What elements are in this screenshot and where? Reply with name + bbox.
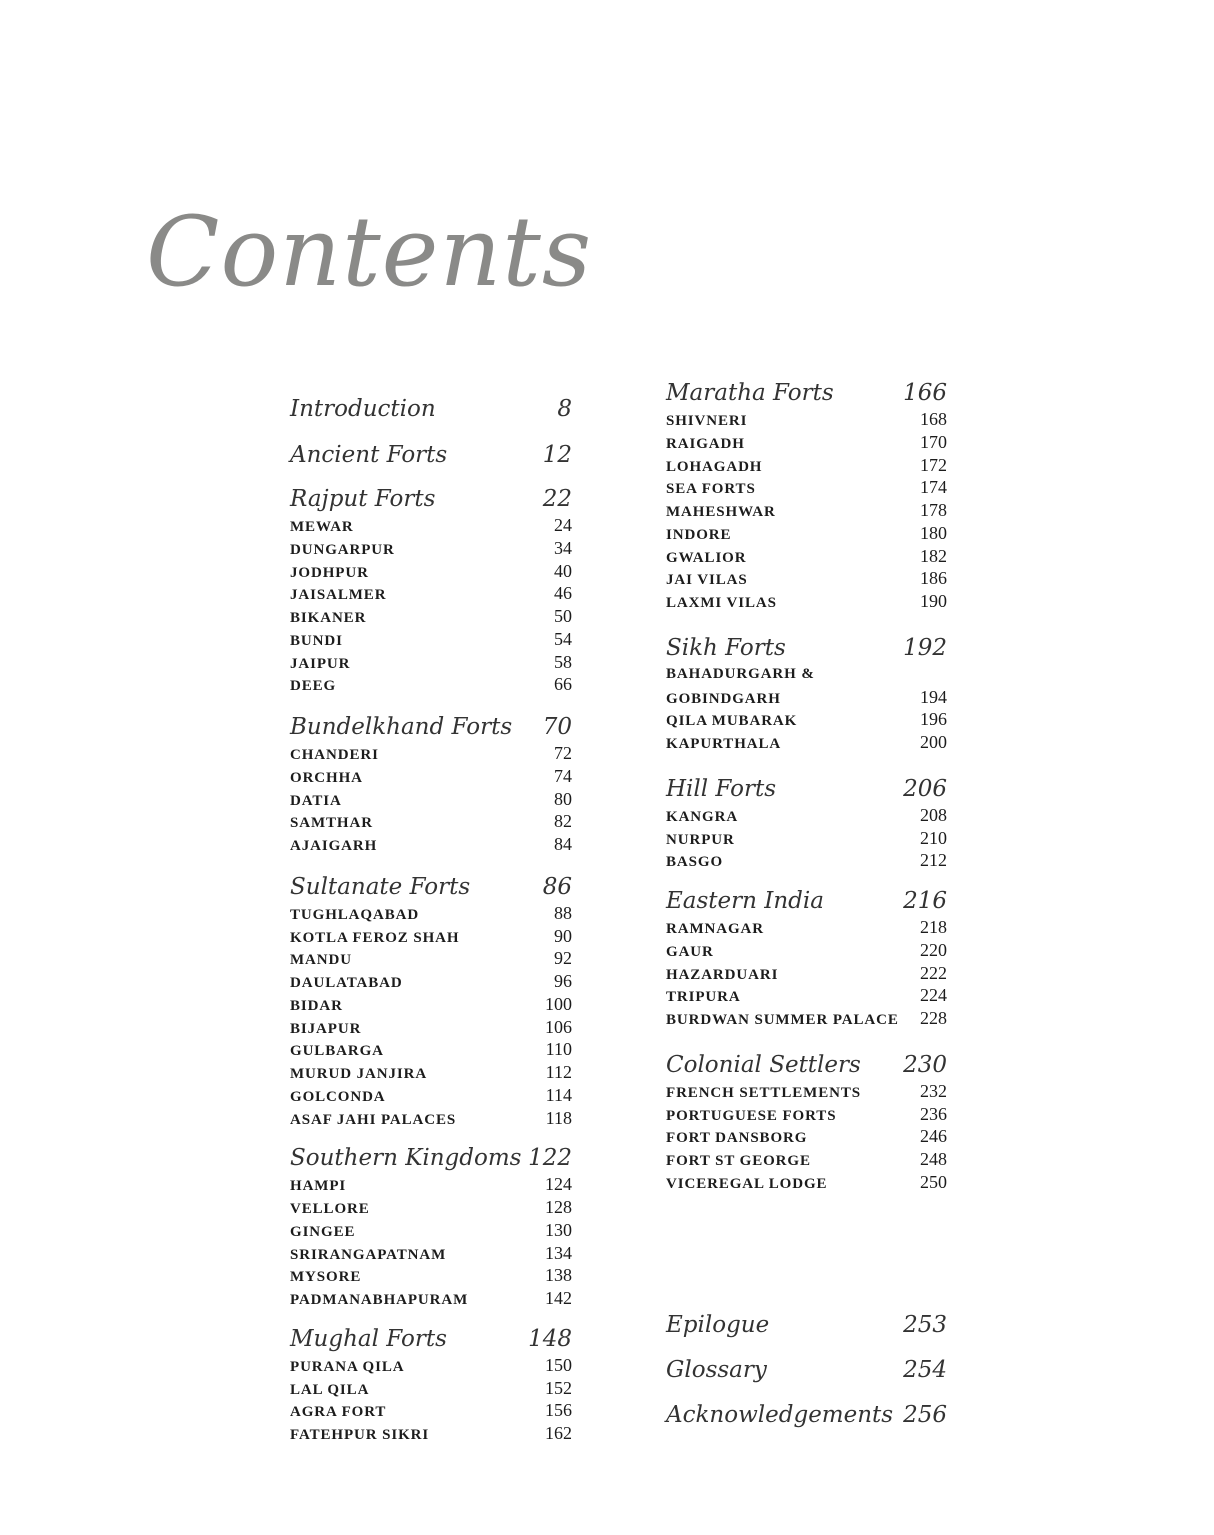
toc-entry[interactable] <box>290 810 572 833</box>
section-page-number: 166 <box>903 380 947 406</box>
contents-right-column <box>666 378 947 1194</box>
toc-entry-page: 112 <box>545 1062 572 1082</box>
toc-entry-page: 24 <box>554 515 572 535</box>
toc-entry[interactable] <box>290 628 572 651</box>
toc-entry-label: SRIRANGAPATNAM <box>290 1246 447 1263</box>
toc-entry[interactable] <box>666 545 947 568</box>
toc-entry-label: FORT ST GEORGE <box>666 1153 811 1169</box>
toc-entry-label: NURPUR <box>666 831 735 848</box>
section-page-number: 122 <box>528 1145 572 1172</box>
toc-entry-label: CHANDERI <box>290 747 379 763</box>
toc-entry-label: MURUD JANJIRA <box>290 1066 428 1082</box>
section-page-number: 70 <box>542 714 572 740</box>
toc-entry-label: RAMNAGAR <box>666 921 765 937</box>
toc-entry[interactable] <box>290 833 572 856</box>
toc-entry[interactable] <box>290 1016 572 1039</box>
toc-entry-page: 114 <box>545 1084 572 1105</box>
toc-entry[interactable] <box>290 925 572 948</box>
toc-entry[interactable] <box>290 1196 572 1219</box>
toc-entry[interactable] <box>666 708 947 731</box>
toc-entry-label: GULBARGA <box>290 1043 384 1060</box>
toc-entry[interactable] <box>290 788 572 811</box>
toc-entry[interactable] <box>290 970 572 993</box>
section-introduction <box>290 394 572 424</box>
toc-entry-label: INDORE <box>666 526 732 543</box>
toc-entry-label: JODHPUR <box>290 564 369 581</box>
toc-entry[interactable] <box>290 605 572 628</box>
section-title: Eastern India <box>666 888 824 914</box>
toc-entry-page: 40 <box>554 560 572 581</box>
toc-entry-page: 218 <box>920 917 947 937</box>
toc-entry-page: 80 <box>554 788 572 809</box>
section-mughal-forts <box>290 1324 572 1445</box>
toc-entry-label: QILA MUBARAK <box>666 713 798 730</box>
toc-entry-label: FATEHPUR SIKRI <box>290 1427 430 1443</box>
toc-entry-label: FORT DANSBORG <box>666 1130 808 1147</box>
toc-entry-label: GAUR <box>666 943 714 960</box>
section-page-number: 192 <box>903 634 947 661</box>
toc-entry-label: PADMANABHAPURAM <box>290 1292 469 1308</box>
toc-entry-page: 178 <box>920 500 947 520</box>
toc-entry-page: 236 <box>920 1103 947 1124</box>
toc-entry-label: MANDU <box>290 952 352 969</box>
section-title: Glossary <box>666 1357 767 1383</box>
back-matter-column <box>666 1310 947 1430</box>
section-colonial-settlers <box>666 1050 947 1194</box>
section-heading[interactable] <box>666 1400 947 1430</box>
toc-entry[interactable] <box>666 590 947 613</box>
toc-entry[interactable] <box>290 947 572 970</box>
toc-entry-label: BIJAPUR <box>290 1020 362 1037</box>
toc-entry-label: DEEG <box>290 678 337 695</box>
toc-entry-page: 124 <box>545 1174 572 1195</box>
toc-entry-label: MAHESHWAR <box>666 504 776 520</box>
toc-entry[interactable] <box>666 454 947 477</box>
toc-entry-page: 88 <box>554 902 572 923</box>
toc-entry-page: 72 <box>554 743 572 763</box>
section-ancient-forts <box>290 440 572 470</box>
toc-entry-label: DAULATABAD <box>290 975 403 991</box>
toc-entry-label: BIDAR <box>290 997 343 1014</box>
toc-entry-label: JAI VILAS <box>666 572 748 589</box>
toc-entry-page: 220 <box>920 939 947 960</box>
toc-entry[interactable] <box>666 731 947 754</box>
toc-entry[interactable] <box>666 522 947 545</box>
toc-entry[interactable] <box>666 1171 947 1194</box>
toc-entry-page: 180 <box>920 522 947 543</box>
toc-entry-label: RAIGADH <box>666 435 745 452</box>
section-title: Bundelkhand Forts <box>290 714 513 740</box>
toc-entry-page: 54 <box>554 628 572 649</box>
toc-entry[interactable] <box>290 902 572 925</box>
toc-entry[interactable] <box>290 1264 572 1287</box>
contents-left-column <box>290 378 572 1445</box>
toc-entry-label: ORCHHA <box>290 769 363 786</box>
toc-entry-page: 138 <box>545 1265 572 1286</box>
toc-entry-label: BURDWAN SUMMER PALACE <box>666 1012 899 1028</box>
toc-entry-page: 174 <box>920 477 947 498</box>
toc-entry-page: 96 <box>554 971 572 991</box>
section-title: Ancient Forts <box>290 442 448 468</box>
section-heading[interactable] <box>666 886 947 916</box>
toc-entry-page: 130 <box>545 1219 572 1240</box>
toc-entry-page: 128 <box>545 1197 572 1217</box>
toc-entry[interactable] <box>666 962 947 985</box>
toc-entry-page: 208 <box>920 804 947 825</box>
section-maratha-forts <box>666 378 947 613</box>
toc-entry[interactable] <box>290 1354 572 1377</box>
toc-entry[interactable] <box>666 567 947 590</box>
toc-entry-label: TRIPURA <box>666 989 741 1006</box>
toc-entry[interactable] <box>666 1007 947 1030</box>
toc-entry-page: 150 <box>545 1354 572 1375</box>
toc-entry-label: PURANA QILA <box>290 1358 405 1375</box>
toc-entry-label: BAHADURGARH & <box>666 665 815 682</box>
toc-entry-label: AGRA FORT <box>290 1404 387 1421</box>
toc-entry-page: 194 <box>920 686 947 707</box>
toc-entry-page: 82 <box>554 811 572 832</box>
toc-entry[interactable] <box>666 804 947 827</box>
section-title: Acknowledgements <box>666 1402 894 1428</box>
section-heading[interactable] <box>290 712 572 742</box>
toc-entry[interactable] <box>290 1038 572 1061</box>
toc-entry-page: 182 <box>920 545 947 566</box>
toc-entry[interactable] <box>290 742 572 765</box>
toc-entry-label: SAMTHAR <box>290 815 373 832</box>
toc-entry-page: 142 <box>545 1288 572 1308</box>
toc-entry-page: 74 <box>554 765 572 786</box>
section-southern-kingdoms <box>290 1143 572 1310</box>
section-page-number: 8 <box>557 396 572 422</box>
toc-entry-page: 106 <box>545 1016 572 1037</box>
toc-entry-label: BIKANER <box>290 610 367 626</box>
toc-entry[interactable] <box>290 537 572 560</box>
toc-entry[interactable] <box>666 1080 947 1103</box>
section-acknowledgements <box>666 1400 947 1430</box>
section-title: Sikh Forts <box>666 634 786 661</box>
toc-entry-label: GOLCONDA <box>290 1088 386 1105</box>
toc-entry-page: 224 <box>920 985 947 1006</box>
toc-entry-label: DUNGARPUR <box>290 541 395 558</box>
toc-entry-page: 228 <box>920 1008 947 1028</box>
section-heading[interactable] <box>290 1324 572 1354</box>
section-title: Sultanate Forts <box>290 873 471 900</box>
toc-entry[interactable] <box>290 514 572 537</box>
toc-entry-page: 50 <box>554 606 572 626</box>
toc-entry[interactable] <box>666 408 947 431</box>
toc-entry[interactable] <box>666 827 947 850</box>
toc-entry[interactable] <box>666 1103 947 1126</box>
toc-entry-label: KANGRA <box>666 808 739 825</box>
toc-entry-label: MEWAR <box>290 519 354 535</box>
section-heading[interactable] <box>666 633 947 663</box>
section-heading[interactable] <box>290 484 572 514</box>
section-title: Maratha Forts <box>666 380 834 406</box>
section-heading[interactable] <box>290 1143 572 1173</box>
toc-entry-page: 162 <box>545 1423 572 1443</box>
toc-entry[interactable] <box>666 431 947 454</box>
toc-entry-page: 186 <box>920 568 947 589</box>
section-rajput-forts <box>290 484 572 696</box>
section-title: Southern Kingdoms <box>290 1145 522 1172</box>
toc-entry-label: LAL QILA <box>290 1381 370 1398</box>
section-page-number: 148 <box>528 1325 572 1352</box>
section-page-number: 86 <box>542 873 572 900</box>
toc-entry-label: KOTLA FEROZ SHAH <box>290 929 460 946</box>
toc-entry-label: GINGEE <box>290 1223 356 1240</box>
section-page-number: 12 <box>542 442 572 468</box>
section-page-number: 22 <box>542 486 572 512</box>
section-page-number: 230 <box>903 1051 947 1078</box>
toc-entry-label: TUGHLAQABAD <box>290 906 420 923</box>
toc-entry-page: 250 <box>920 1171 947 1192</box>
toc-entry[interactable] <box>290 1107 572 1130</box>
toc-entry-page: 84 <box>554 834 572 854</box>
section-eastern-india <box>666 886 947 1030</box>
section-hill-forts <box>666 774 947 872</box>
toc-entry[interactable] <box>666 686 947 709</box>
toc-entry-label: HAMPI <box>290 1178 347 1195</box>
toc-entry-page: 118 <box>545 1107 572 1128</box>
toc-entry-label: GOBINDGARH <box>666 690 781 707</box>
toc-entry-page: 210 <box>920 827 947 848</box>
toc-entry-label: LOHAGADH <box>666 458 763 475</box>
toc-entry-page: 222 <box>920 962 947 983</box>
section-heading[interactable] <box>666 378 947 408</box>
toc-entry[interactable] <box>290 1173 572 1196</box>
toc-entry[interactable] <box>666 1125 947 1148</box>
toc-entry[interactable] <box>290 1377 572 1400</box>
toc-entry-label: MYSORE <box>290 1269 362 1286</box>
section-epilogue <box>666 1310 947 1340</box>
toc-entry-page: 92 <box>554 948 572 969</box>
toc-entry[interactable] <box>666 663 947 686</box>
toc-entry-label: ASAF JAHI PALACES <box>290 1111 457 1128</box>
toc-entry-page: 172 <box>920 454 947 475</box>
toc-entry-page: 170 <box>920 431 947 452</box>
toc-entry-page: 212 <box>920 850 947 871</box>
section-page-number: 253 <box>903 1312 947 1338</box>
toc-entry-label: KAPURTHALA <box>666 736 782 752</box>
section-heading[interactable] <box>290 872 572 902</box>
toc-entry-page: 196 <box>920 709 947 730</box>
toc-entry-page: 100 <box>545 993 572 1014</box>
toc-entry-page: 152 <box>545 1377 572 1398</box>
section-title: Mughal Forts <box>290 1325 447 1352</box>
toc-entry-page: 58 <box>554 651 572 672</box>
section-page-number: 216 <box>903 888 947 914</box>
section-heading[interactable] <box>666 1310 947 1340</box>
section-page-number: 256 <box>903 1402 947 1428</box>
section-heading[interactable] <box>666 1355 947 1385</box>
section-title: Rajput Forts <box>290 486 436 512</box>
toc-entry[interactable] <box>666 849 947 872</box>
section-page-number: 254 <box>903 1357 947 1383</box>
toc-entry-page: 134 <box>545 1242 572 1263</box>
toc-entry-page: 110 <box>545 1039 572 1060</box>
toc-entry-label: SEA FORTS <box>666 481 756 498</box>
section-bundelkhand-forts <box>290 712 572 856</box>
section-title: Colonial Settlers <box>666 1051 861 1078</box>
toc-entry-page: 66 <box>554 674 572 695</box>
toc-entry[interactable] <box>290 1242 572 1265</box>
toc-entry[interactable] <box>290 765 572 788</box>
toc-entry-page: 34 <box>554 537 572 558</box>
toc-entry-label: SHIVNERI <box>666 413 748 429</box>
toc-entry-page: 46 <box>554 583 572 604</box>
toc-entry-label: GWALIOR <box>666 549 747 566</box>
toc-entry-label: JAIPUR <box>290 655 351 672</box>
section-sultanate-forts <box>290 872 572 1130</box>
toc-entry[interactable] <box>290 1084 572 1107</box>
page-title: Contents <box>146 196 593 308</box>
toc-entry[interactable] <box>290 993 572 1016</box>
section-heading[interactable] <box>290 394 572 424</box>
toc-entry[interactable] <box>290 582 572 605</box>
section-title: Introduction <box>290 396 436 422</box>
section-heading[interactable] <box>666 774 947 804</box>
toc-entry-page: 190 <box>920 591 947 611</box>
toc-entry[interactable] <box>290 560 572 583</box>
toc-entry-label: DATIA <box>290 792 342 809</box>
toc-entry[interactable] <box>666 476 947 499</box>
toc-entry-page: 90 <box>554 925 572 946</box>
toc-entry-label: PORTUGUESE FORTS <box>666 1107 837 1124</box>
toc-entry[interactable] <box>290 1399 572 1422</box>
toc-entry-label: FRENCH SETTLEMENTS <box>666 1084 861 1101</box>
section-title: Epilogue <box>666 1312 770 1338</box>
toc-entry[interactable] <box>666 984 947 1007</box>
toc-entry-page: 168 <box>920 409 947 429</box>
toc-entry-label: JAISALMER <box>290 587 387 604</box>
section-glossary <box>666 1355 947 1385</box>
toc-entry-label: VELLORE <box>290 1201 370 1217</box>
toc-entry[interactable] <box>290 673 572 696</box>
toc-entry[interactable] <box>666 939 947 962</box>
section-heading[interactable] <box>290 440 572 470</box>
toc-entry-page: 248 <box>920 1149 947 1169</box>
toc-entry-label: LAXMI VILAS <box>666 595 777 611</box>
toc-entry[interactable] <box>666 916 947 939</box>
toc-entry[interactable] <box>290 1219 572 1242</box>
section-sikh-forts <box>666 633 947 754</box>
toc-entry[interactable] <box>290 1422 572 1445</box>
toc-entry[interactable] <box>290 1061 572 1084</box>
toc-entry-page: 246 <box>920 1126 947 1147</box>
toc-entry-label: VICEREGAL LODGE <box>666 1175 828 1192</box>
toc-entry-label: BASGO <box>666 854 724 871</box>
toc-entry[interactable] <box>290 651 572 674</box>
section-heading[interactable] <box>666 1050 947 1080</box>
toc-entry-page: 156 <box>545 1400 572 1421</box>
toc-entry[interactable] <box>666 1148 947 1171</box>
toc-entry[interactable] <box>290 1287 572 1310</box>
toc-entry-page: 232 <box>920 1080 947 1101</box>
toc-entry-label: BUNDI <box>290 632 343 649</box>
toc-entry-page: 200 <box>920 732 947 752</box>
toc-entry-label: HAZARDUARI <box>666 966 779 983</box>
toc-entry[interactable] <box>666 499 947 522</box>
toc-entry-label: AJAIGARH <box>290 838 378 854</box>
section-title: Hill Forts <box>666 775 777 802</box>
section-page-number: 206 <box>903 775 947 802</box>
